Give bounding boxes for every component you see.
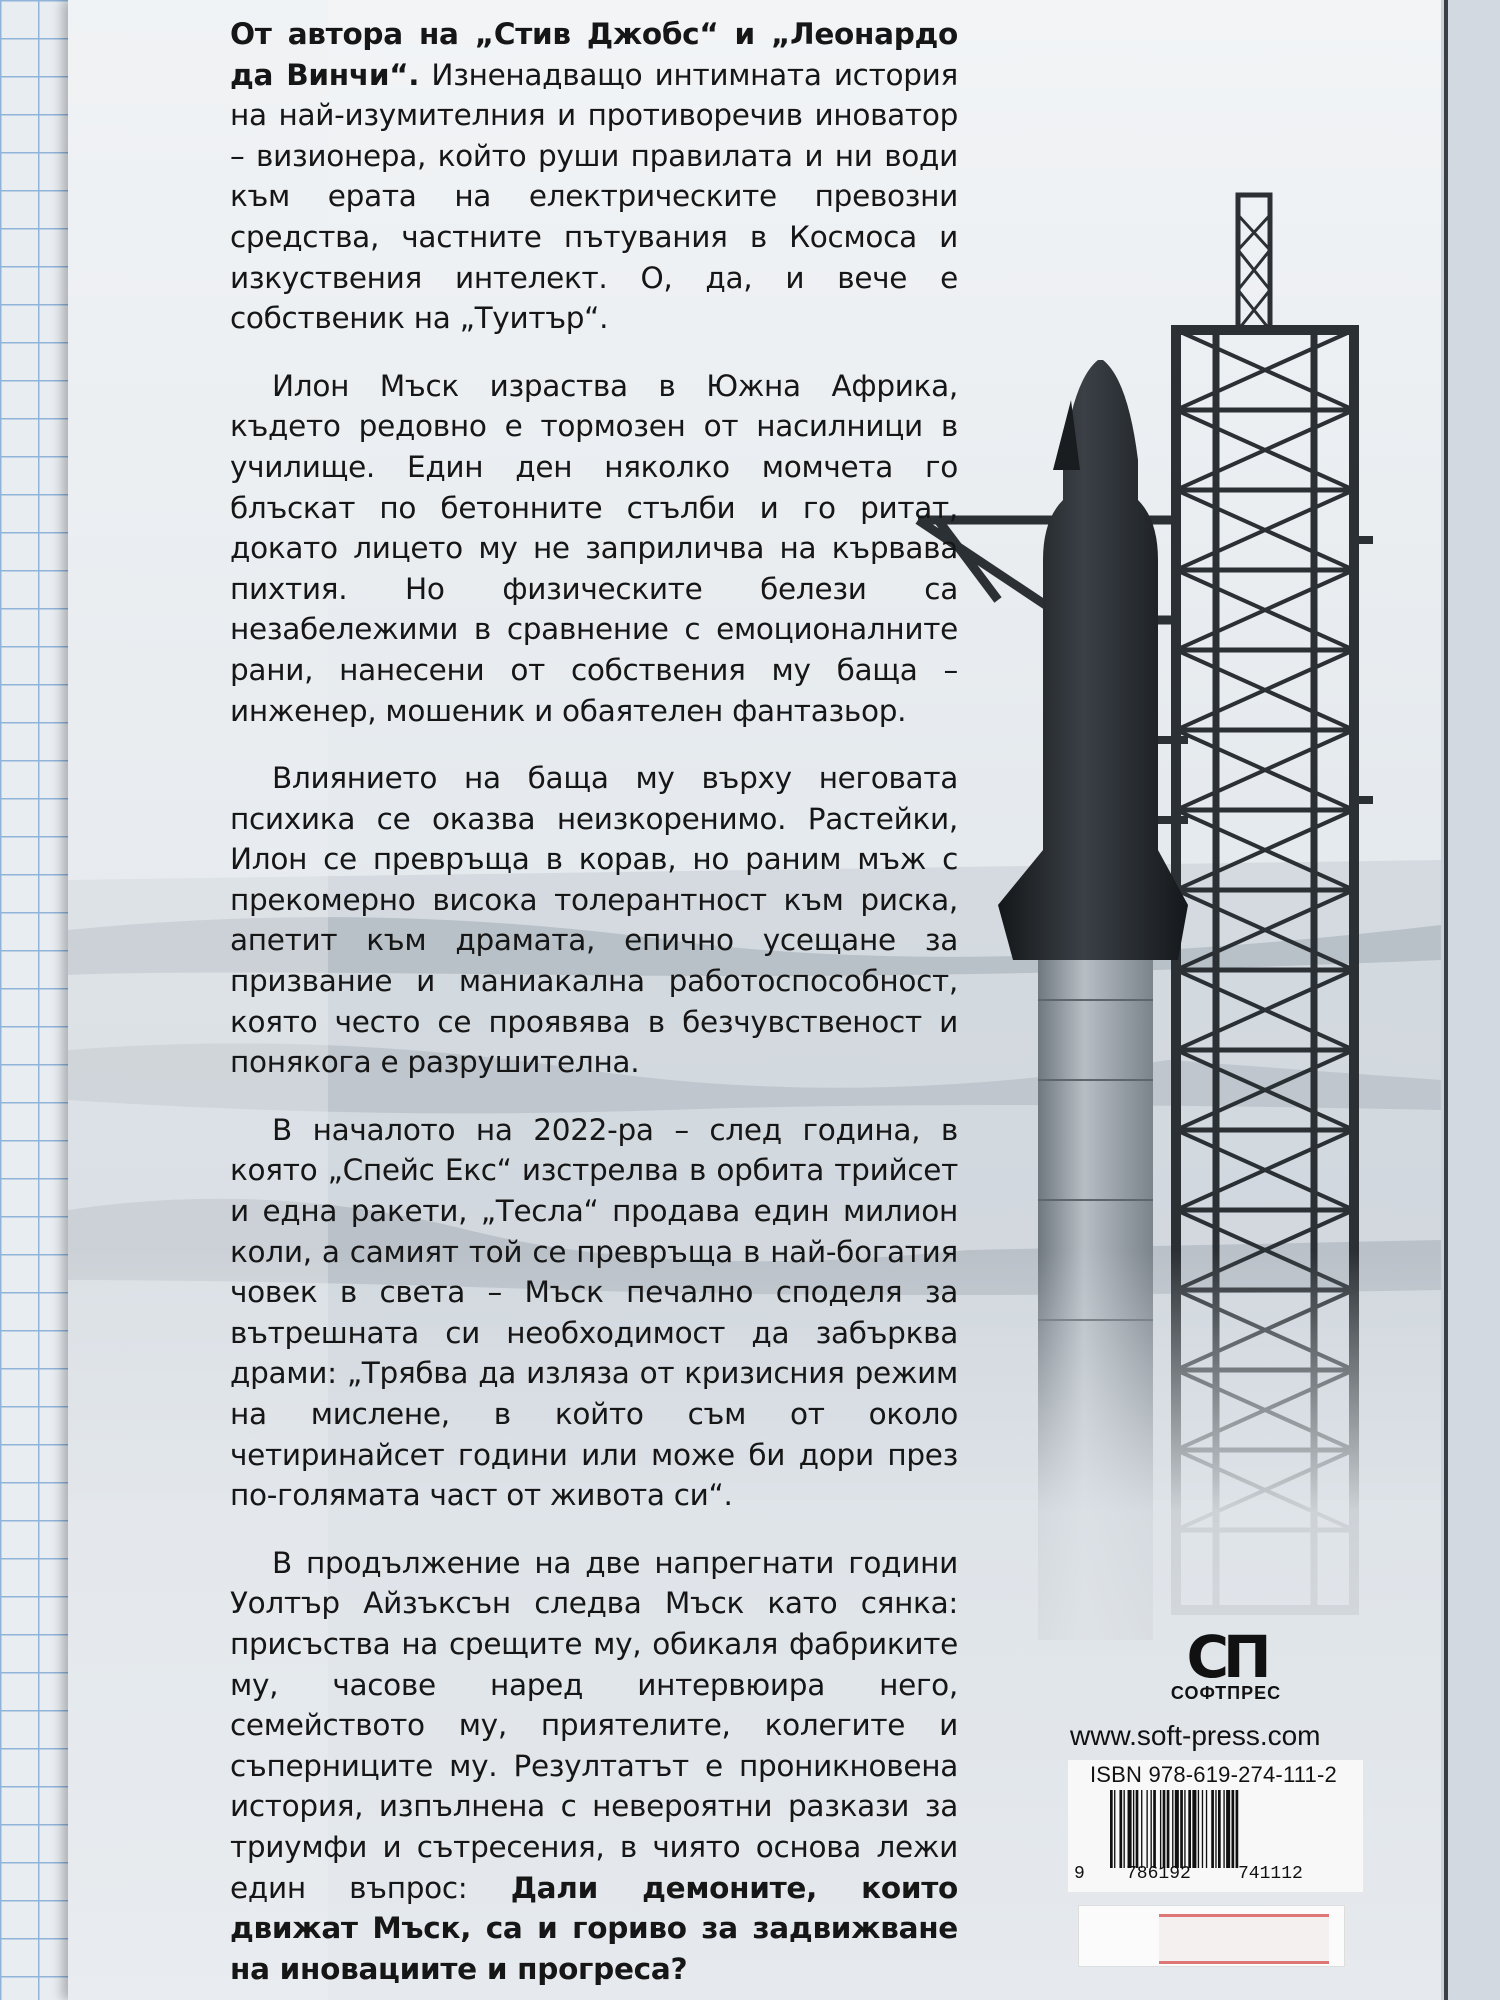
blurb-bold-outro: Дали демоните, които движат Мъск, са и гориво за задвижване на иновациите и прогреса? (230, 1870, 958, 1986)
isbn-barcode (1068, 1760, 1363, 1892)
blurb-text-1: Изненадващо интимната история на най-изумителния и противоречив иноватор – визионера, който руши правилата и ни води към ерата на електрическите превозни средства, частните пътувания в Космоса и изкуствения интелект. О, да, и вече е собственик на „Туитър“. (230, 57, 958, 336)
barcode-image (1110, 1790, 1350, 1868)
isbn-label: ISBN 978-619-274-111-2 (1090, 1762, 1337, 1787)
blurb-bold-intro: От автора на „Стив Джобс“ и „Леонардо да Винчи“. (230, 17, 958, 92)
blurb-paragraph-3: Влиянието на баща му върху неговата психика се оказва неизкоренимо. Растейки, Илон се превръща в корав, но раним мъж с прекомерно висока толерантност към риска, апетит към драмата, епично усещане за призвание и маниакална работоспособност, която често се проявява в безчувственост и понякога е разрушителна. (230, 761, 958, 1080)
sticker-band (1159, 1914, 1329, 1964)
blurb-paragraph-1 (230, 14, 958, 339)
book-back-cover (68, 0, 1441, 2000)
right-background-strip (1445, 0, 1500, 2000)
barcode-digit-group-2: 741112 (1238, 1864, 1303, 1884)
blurb-text (230, 14, 958, 2000)
blurb-paragraph-2: Илон Мъск израства в Южна Африка, където редовно е тормозен от насилници в училище. Един ден няколко момчета го блъскат по бетонните стълби и го ритат, докато лицето му не заприличва на кървава пихтия. Но физическите белези са незабележими в сравнение с емоционалните рани, нанесени от собствения му баща – инженер, мошеник и обаятелен фантазьор. (230, 368, 958, 728)
blurb-text-5: В продължение на две напрегнати години Уолтър Айзъксън следва Мъск като сянка: присъства на срещите му, обикаля фабриките му, часове наред интервюира него, семейството му, приятелите, колегите и съперниците му. Резултатът е проникновена история, изпълнена с невероятни разкази за триумфи и сътресения, в чиято основа лежи един въпрос: (230, 1545, 958, 1905)
publisher-logo-mark: СП (1186, 1623, 1266, 1691)
blurb-paragraph-5 (230, 1543, 958, 1990)
barcode-digit-group-1: 786192 (1126, 1864, 1191, 1884)
price-sticker (1078, 1905, 1345, 1967)
book-edge (1444, 0, 1448, 2000)
publisher-name: СОФТПРЕС (1170, 1683, 1282, 1703)
barcode-digit-prefix: 9 (1074, 1864, 1085, 1884)
blurb-paragraph-4: В началото на 2022-ра – след година, в която „Спейс Екс“ изстрелва в орбита трийсет и една ракети, „Тесла“ продава един милион коли, а самият той се превръща в най-богатия човек в света – Мъск печално споделя за вътрешната си необходимост да забърква драми: „Трябва да изляза от кризисния режим на мислене, в който съм от около четиринайсет години или може би дори през по-голямата част от живота си“. (230, 1112, 958, 1513)
publisher-logo (1141, 1623, 1311, 1704)
publisher-website: www.soft-press.com (1070, 1720, 1321, 1751)
